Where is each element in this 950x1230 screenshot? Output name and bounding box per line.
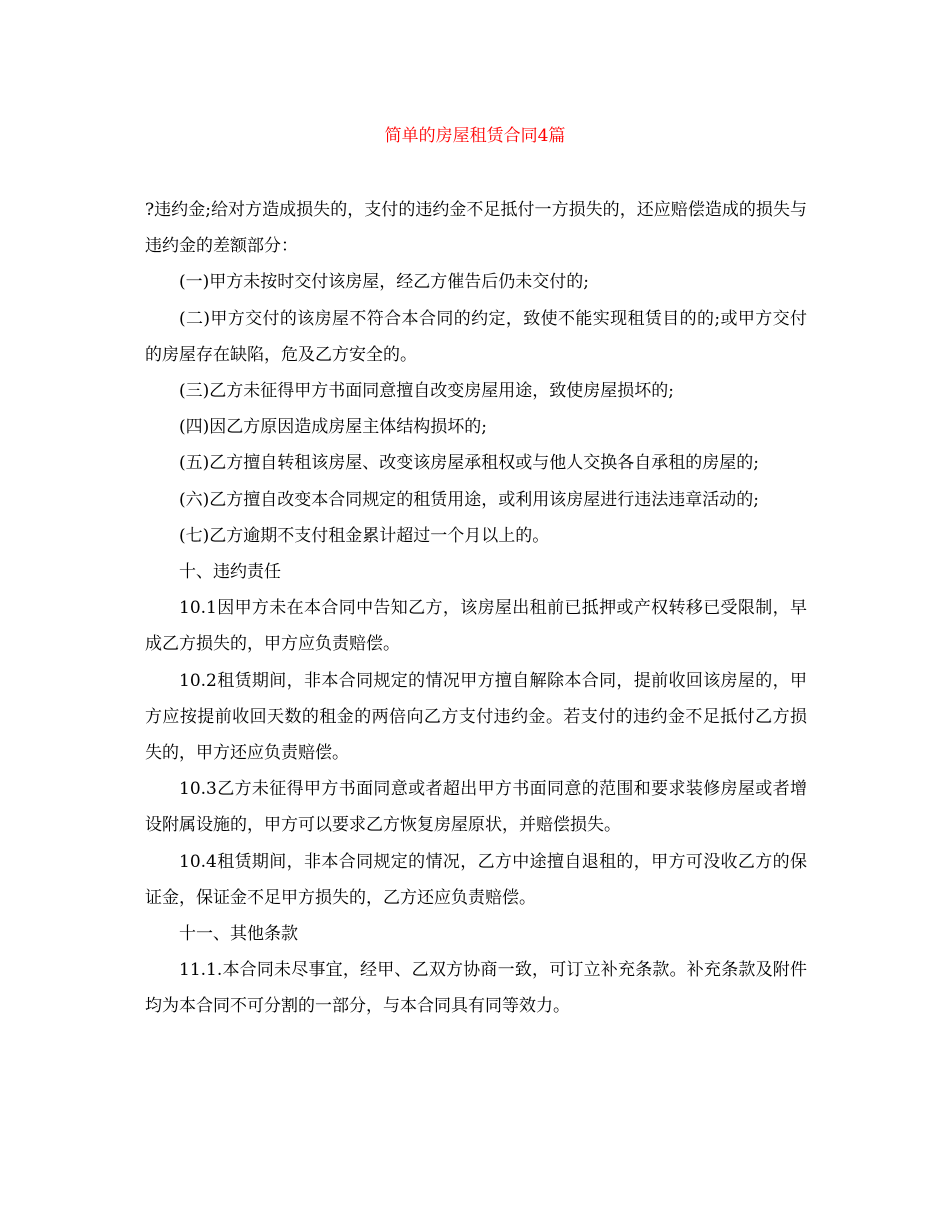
clause-10-1: 10.1因甲方未在本合同中告知乙方，该房屋出租前已抵押或产权转移已受限制，早成乙方损失的，甲方应负责赔偿。 bbox=[145, 598, 807, 655]
clause-11-1: 11.1.本合同未尽事宜，经甲、乙双方协商一致，可订立补充条款。补充条款及附件均为本合同不可分割的一部分，与本合同具有同等效力。 bbox=[145, 960, 807, 1017]
clause-10-2: 10.2租赁期间，非本合同规定的情况甲方擅自解除本合同，提前收回该房屋的，甲方应按提前收回天数的租金的两倍向乙方支付违约金。若支付的违约金不足抵付乙方损失的，甲方还应负责赔偿。 bbox=[145, 670, 807, 764]
paragraph-item-6: (六)乙方擅自改变本合同规定的租赁用途，或利用该房屋进行违法违章活动的; bbox=[179, 489, 759, 510]
paragraph-item-1: (一)甲方未按时交付该房屋，经乙方催告后仍未交付的; bbox=[179, 272, 589, 293]
paragraph-item-5: (五)乙方擅自转租该房屋、改变该房屋承租权或与他人交换各自承租的房屋的; bbox=[179, 453, 759, 474]
section-heading-10: 十、违约责任 bbox=[179, 562, 281, 583]
paragraph-item-2: (二)甲方交付的该房屋不符合本合同的约定，致使不能实现租赁目的的;或甲方交付的房屋存在缺陷，危及乙方安全的。 bbox=[145, 308, 807, 365]
paragraph-item-4: (四)因乙方原因造成房屋主体结构损坏的; bbox=[179, 417, 487, 438]
document-title: 简单的房屋租赁合同4篇 bbox=[384, 126, 566, 146]
paragraph-item-3: (三)乙方未征得甲方书面同意擅自改变房屋用途，致使房屋损坏的; bbox=[179, 381, 674, 402]
section-heading-11: 十一、其他条款 bbox=[179, 924, 298, 945]
paragraph-penalty-intro: ?违约金;给对方造成损失的，支付的违约金不足抵付一方损失的，还应赔偿造成的损失与违约金的差额部分： bbox=[145, 200, 807, 257]
document-body bbox=[145, 192, 807, 1025]
clause-10-3: 10.3乙方未征得甲方书面同意或者超出甲方书面同意的范围和要求装修房屋或者增设附属设施的，甲方可以要求乙方恢复房屋原状，并赔偿损失。 bbox=[145, 779, 807, 836]
clause-10-4: 10.4租赁期间，非本合同规定的情况，乙方中途擅自退租的，甲方可没收乙方的保证金，保证金不足甲方损失的，乙方还应负责赔偿。 bbox=[145, 851, 807, 908]
paragraph-item-7: (七)乙方逾期不支付租金累计超过一个月以上的。 bbox=[179, 525, 550, 546]
